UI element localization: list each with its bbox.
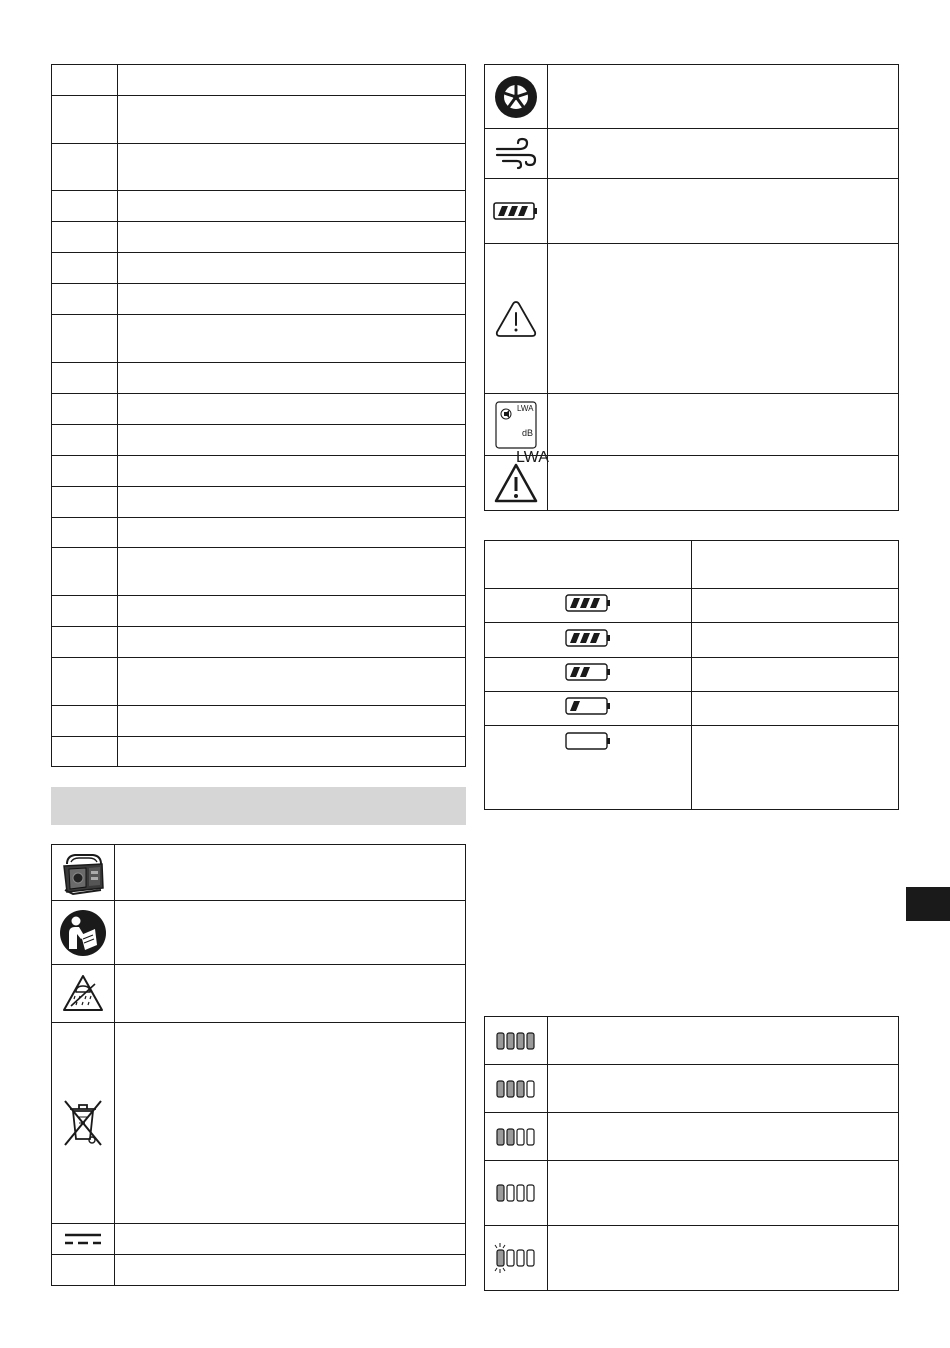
led-segment xyxy=(517,1250,524,1266)
numbered-row xyxy=(52,425,466,456)
symbol-row xyxy=(485,65,899,129)
battery-segment xyxy=(580,667,590,677)
led-indicator-icon xyxy=(493,1121,539,1153)
numbered-row xyxy=(52,315,466,363)
row-description xyxy=(118,596,466,627)
charge-indicator-cell xyxy=(485,1017,548,1065)
section-header-bar xyxy=(51,787,466,825)
row-description xyxy=(118,65,466,96)
row-description xyxy=(118,191,466,222)
symbol-description xyxy=(115,901,466,965)
led-segment xyxy=(527,1033,534,1049)
charge-indicator-cell xyxy=(485,1113,548,1161)
charge-description xyxy=(548,1226,899,1291)
led-segment xyxy=(497,1250,504,1266)
row-number xyxy=(52,222,118,253)
row-description xyxy=(118,315,466,363)
led-blinking-indicator-icon xyxy=(493,1242,539,1274)
row-description xyxy=(118,737,466,767)
row-number xyxy=(52,284,118,315)
numbered-row xyxy=(52,487,466,518)
caution-outline-icon xyxy=(485,244,548,394)
battery-row xyxy=(485,658,899,692)
numbered-row xyxy=(52,65,466,96)
air-flow-icon xyxy=(485,129,548,179)
row-number xyxy=(52,96,118,144)
lwa-text: LWA xyxy=(517,404,534,413)
numbered-row xyxy=(52,658,466,706)
led-segment xyxy=(497,1185,504,1201)
battery-level-cell xyxy=(485,589,692,623)
led-segment xyxy=(507,1185,514,1201)
symbol-description xyxy=(548,129,899,179)
battery-segment xyxy=(590,598,600,608)
symbol-description xyxy=(548,244,899,394)
charge-indicator-cell xyxy=(485,1161,548,1226)
symbol-description xyxy=(115,1255,466,1286)
battery-header-left xyxy=(485,541,692,589)
battery-level-icon xyxy=(565,629,611,647)
battery-row xyxy=(485,589,899,623)
row-description xyxy=(118,222,466,253)
battery-level-table xyxy=(484,540,899,810)
symbol-description xyxy=(548,456,899,511)
numbered-row xyxy=(52,627,466,658)
row-number xyxy=(52,315,118,363)
row-number xyxy=(52,596,118,627)
symbol-description xyxy=(548,179,899,244)
numbered-parts-table xyxy=(51,64,466,767)
row-number xyxy=(52,627,118,658)
led-segment xyxy=(507,1129,514,1145)
charge-row xyxy=(485,1017,899,1065)
symbols-table-right xyxy=(484,64,899,511)
row-number xyxy=(52,658,118,706)
led-segment xyxy=(517,1129,524,1145)
battery-segment xyxy=(590,633,600,643)
row-description xyxy=(118,96,466,144)
sound-power-level-icon xyxy=(485,394,549,466)
row-number xyxy=(52,518,118,548)
symbol-row xyxy=(52,965,466,1023)
symbol-row xyxy=(485,129,899,179)
row-number xyxy=(52,737,118,767)
led-segment xyxy=(527,1250,534,1266)
battery-table-header xyxy=(485,541,899,589)
battery-row xyxy=(485,726,899,810)
row-description xyxy=(118,363,466,394)
row-description xyxy=(118,425,466,456)
blink-ray xyxy=(495,1245,497,1248)
blink-ray xyxy=(503,1268,505,1271)
led-segment xyxy=(507,1033,514,1049)
charge-row xyxy=(485,1113,899,1161)
row-number xyxy=(52,487,118,518)
battery-segment xyxy=(570,598,580,608)
charge-description xyxy=(548,1113,899,1161)
row-number xyxy=(52,363,118,394)
row-number xyxy=(52,65,118,96)
led-segment xyxy=(507,1250,514,1266)
led-segment xyxy=(517,1185,524,1201)
symbol-description xyxy=(115,845,466,901)
row-number xyxy=(52,425,118,456)
row-description xyxy=(118,456,466,487)
crossed-bin-icon xyxy=(52,1023,115,1224)
led-segment xyxy=(527,1081,534,1097)
battery-header-right xyxy=(692,541,899,589)
charge-description xyxy=(548,1065,899,1113)
numbered-row xyxy=(52,518,466,548)
numbered-row xyxy=(52,191,466,222)
lwa-label: LWA xyxy=(516,448,549,466)
led-segment xyxy=(517,1081,524,1097)
numbered-row xyxy=(52,456,466,487)
charge-description xyxy=(548,1161,899,1226)
led-indicator-icon xyxy=(493,1177,539,1209)
row-description xyxy=(118,658,466,706)
charge-indicator-cell xyxy=(485,1065,548,1113)
row-number xyxy=(52,394,118,425)
numbered-row xyxy=(52,96,466,144)
symbols-table-left xyxy=(51,844,466,1286)
battery-description xyxy=(692,589,899,623)
battery-segment xyxy=(570,701,580,711)
battery-level-icon xyxy=(565,663,611,681)
battery-segment xyxy=(570,667,580,677)
symbol-description xyxy=(548,394,899,456)
symbol-row xyxy=(52,901,466,965)
battery-segment xyxy=(580,598,590,608)
charge-indicator-table xyxy=(484,1016,899,1291)
row-description xyxy=(118,394,466,425)
numbered-row xyxy=(52,363,466,394)
led-segment xyxy=(497,1033,504,1049)
symbol-row xyxy=(485,179,899,244)
direct-current-icon xyxy=(52,1224,115,1255)
battery-row xyxy=(485,623,899,658)
row-description xyxy=(118,253,466,284)
battery-description xyxy=(692,658,899,692)
symbol-row xyxy=(52,1224,466,1255)
led-segment xyxy=(517,1033,524,1049)
numbered-row xyxy=(52,284,466,315)
row-number xyxy=(52,253,118,284)
blink-ray xyxy=(495,1268,497,1271)
row-description xyxy=(118,548,466,596)
symbol-row xyxy=(52,1023,466,1224)
battery-level-cell xyxy=(485,658,692,692)
tire-wheel-icon xyxy=(485,65,548,129)
battery-level-cell xyxy=(485,623,692,658)
battery-level-icon xyxy=(565,697,611,715)
symbol-row xyxy=(485,394,899,456)
compressor-device-icon xyxy=(52,845,115,901)
blink-ray xyxy=(503,1245,505,1248)
db-text: dB xyxy=(522,428,534,438)
battery-description xyxy=(692,726,899,810)
numbered-row xyxy=(52,394,466,425)
battery-segment xyxy=(580,633,590,643)
page-side-tab xyxy=(906,887,950,921)
led-segment xyxy=(497,1129,504,1145)
empty-symbol-cell xyxy=(52,1255,115,1286)
led-segment xyxy=(497,1081,504,1097)
numbered-row xyxy=(52,737,466,767)
led-segment xyxy=(507,1081,514,1097)
battery-segment xyxy=(570,633,580,643)
no-rain-icon xyxy=(52,965,115,1023)
read-manual-icon xyxy=(52,901,115,965)
row-number xyxy=(52,548,118,596)
charge-row xyxy=(485,1161,899,1226)
battery-level-cell xyxy=(485,726,692,810)
row-description xyxy=(118,487,466,518)
row-number xyxy=(52,191,118,222)
row-description xyxy=(118,706,466,737)
charge-indicator-cell xyxy=(485,1226,548,1291)
row-number xyxy=(52,144,118,191)
row-description xyxy=(118,144,466,191)
charge-row xyxy=(485,1226,899,1291)
numbered-row xyxy=(52,253,466,284)
led-segment xyxy=(527,1129,534,1145)
led-indicator-icon xyxy=(493,1073,539,1105)
numbered-row xyxy=(52,548,466,596)
symbol-description xyxy=(115,965,466,1023)
symbol-row xyxy=(485,244,899,394)
row-description xyxy=(118,627,466,658)
symbol-row xyxy=(52,1255,466,1286)
row-number xyxy=(52,706,118,737)
battery-row xyxy=(485,692,899,726)
symbol-row xyxy=(52,845,466,901)
numbered-row xyxy=(52,144,466,191)
battery-description xyxy=(692,692,899,726)
numbered-row xyxy=(52,596,466,627)
numbered-row xyxy=(52,706,466,737)
led-indicator-icon xyxy=(493,1025,539,1057)
battery-level-icon xyxy=(565,594,611,612)
charge-row xyxy=(485,1065,899,1113)
led-segment xyxy=(527,1185,534,1201)
battery-description xyxy=(692,623,899,658)
battery-full-icon xyxy=(485,179,548,244)
row-description xyxy=(118,284,466,315)
row-number xyxy=(52,456,118,487)
battery-level-icon xyxy=(565,732,611,750)
symbol-description xyxy=(115,1224,466,1255)
row-description xyxy=(118,518,466,548)
symbol-description xyxy=(548,65,899,129)
charge-description xyxy=(548,1017,899,1065)
numbered-row xyxy=(52,222,466,253)
battery-level-cell xyxy=(485,692,692,726)
symbol-description xyxy=(115,1023,466,1224)
